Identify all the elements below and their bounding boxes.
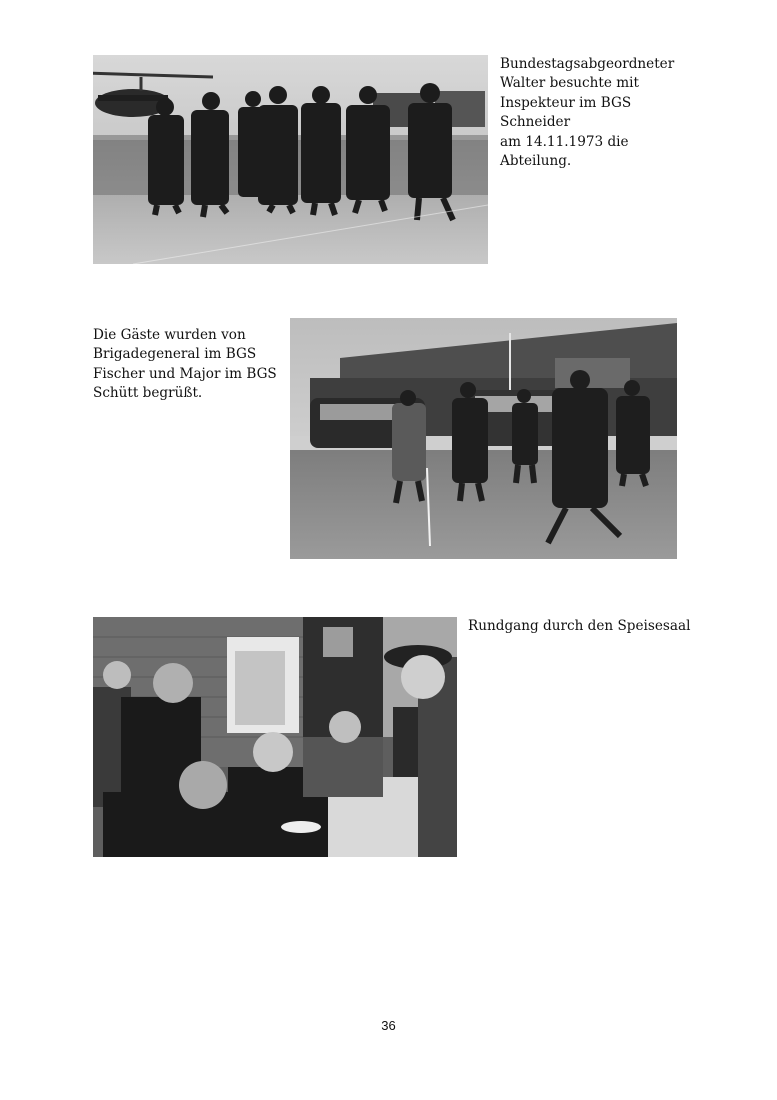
dining-hall-image bbox=[93, 617, 457, 857]
page-number: 36 bbox=[381, 1018, 396, 1033]
photo-dining-hall bbox=[93, 617, 457, 857]
caption-greeting: Die Gäste wurden von Brigadegeneral im BGS Fischer und Major im BGS Schütt begrüßt. bbox=[93, 327, 277, 402]
helicopter-visit-image bbox=[93, 55, 488, 264]
greeting-image bbox=[290, 318, 677, 559]
photo-greeting bbox=[290, 318, 677, 559]
caption-visit: Bundestagsabgeordneter Walter besuchte mit Inspekteur im BGS Schneider am 14.11.1973 die Abteilung. bbox=[500, 56, 675, 170]
caption-dining: Rundgang durch den Speisesaal bbox=[468, 618, 691, 634]
photo-helicopter-visit bbox=[93, 55, 488, 264]
